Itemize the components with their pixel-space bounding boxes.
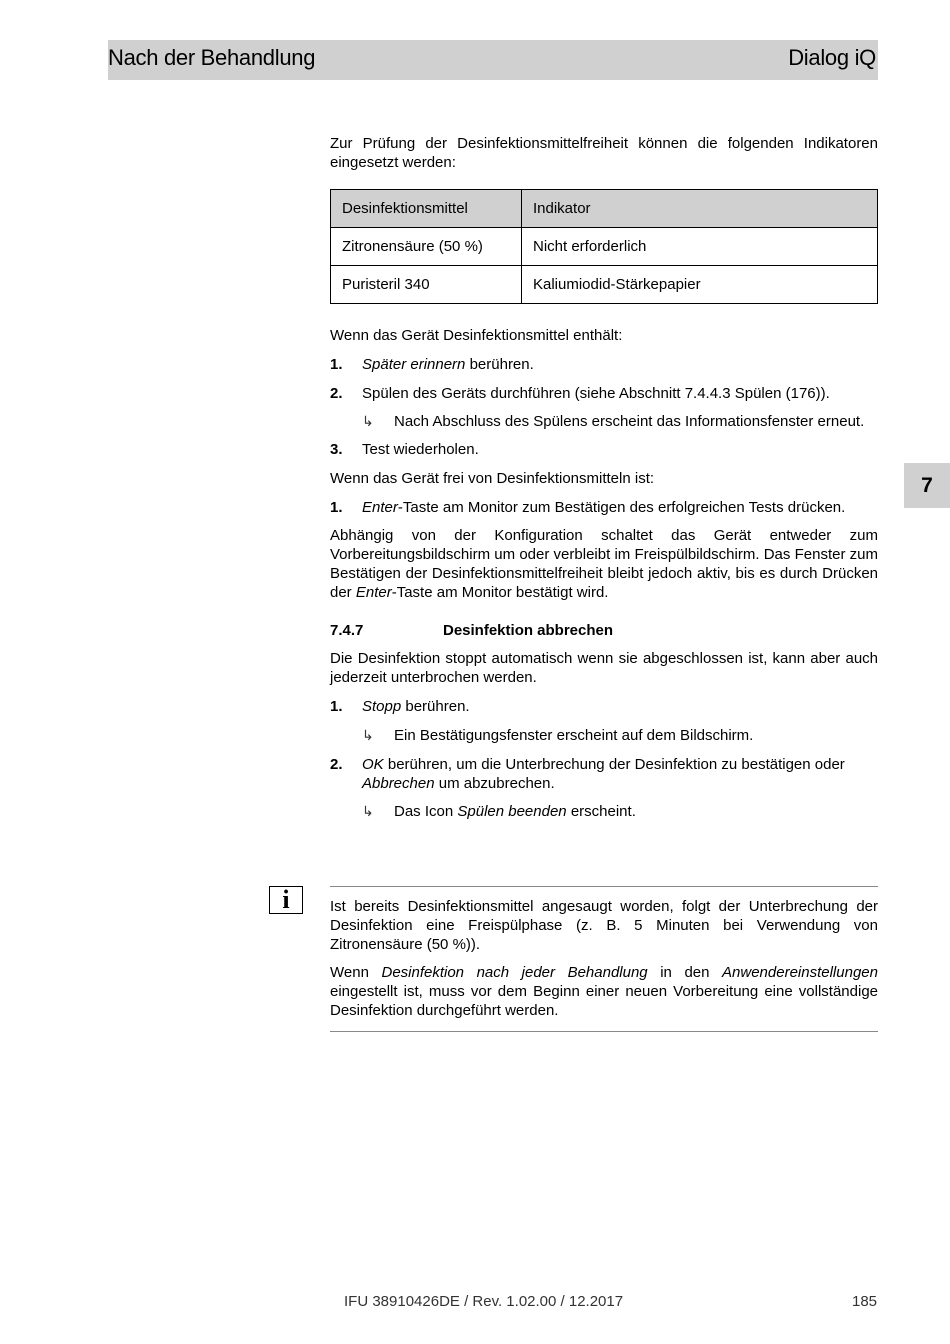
info-paragraph: Ist bereits Desinfektionsmittel angesaugt worden, folgt der Unterbrechung der Desinfektion eine Freispülphase (z. B. 5 Minuten bei Verwendung von Zitronensäure (50 %)). xyxy=(330,898,878,953)
paragraph-text: Wenn xyxy=(330,964,382,981)
list-item xyxy=(330,440,878,459)
ui-term: Anwendereinstellungen xyxy=(722,964,878,981)
document-id: IFU 38910426DE / Rev. 1.02.00 / 12.2017 xyxy=(344,1293,624,1310)
result-arrow-icon: ↳ xyxy=(362,413,374,429)
step-result xyxy=(330,726,878,745)
result-arrow-icon: ↳ xyxy=(362,727,374,743)
step-result xyxy=(330,412,878,431)
section-title: Nach der Behandlung xyxy=(108,45,316,70)
page-number: 185 xyxy=(852,1293,878,1310)
info-paragraph xyxy=(330,963,878,1020)
list-item xyxy=(330,498,878,517)
step-text: um abzubrechen. xyxy=(434,775,555,792)
step-number: 1. xyxy=(330,356,343,373)
contains-heading: Wenn das Gerät Desinfektionsmittel enthält: xyxy=(330,327,623,344)
step-result xyxy=(330,802,878,821)
section-title: Desinfektion abbrechen xyxy=(443,622,614,639)
ui-term: Enter xyxy=(355,584,392,601)
step-number: 1. xyxy=(330,698,343,715)
paragraph-text: eingestellt ist, muss vor dem Beginn einer neuen Vorbereitung eine vollständige Desinfektion durchgeführt werden. xyxy=(330,983,878,1019)
info-note xyxy=(330,886,878,1032)
list-item xyxy=(330,384,878,403)
step-number: 3. xyxy=(330,441,343,458)
list-item xyxy=(330,355,878,374)
ui-term: Abbrechen xyxy=(362,775,435,792)
table-header-row xyxy=(331,190,878,228)
table-header-cell: Desinfektionsmittel xyxy=(331,190,522,228)
step-number: 1. xyxy=(330,499,343,516)
section-paragraph: Die Desinfektion stoppt automatisch wenn sie abgeschlossen ist, kann aber auch jederzeit unterbrochen werden. xyxy=(330,650,878,686)
info-icon: i xyxy=(269,886,303,914)
list-item xyxy=(330,697,878,716)
ui-term: Desinfektion nach jeder Behandlung xyxy=(381,964,648,981)
chapter-tab: 7 xyxy=(904,463,950,508)
table-cell: Puristeril 340 xyxy=(331,266,522,304)
config-paragraph xyxy=(330,526,878,602)
step-text: berühren, um die Unterbrechung der Desinfektion zu bestätigen oder xyxy=(383,756,845,773)
ui-term: Spülen beenden xyxy=(457,803,567,820)
table-row xyxy=(331,266,878,304)
list-item xyxy=(330,755,878,793)
table-header-cell: Indikator xyxy=(522,190,878,228)
section-heading xyxy=(330,621,878,640)
table-cell: Kaliumiodid-Stärkepapier xyxy=(522,266,878,304)
paragraph-text: Abhängig von der Konfiguration schaltet das Gerät entweder zum Vorbereitungsbildschirm um oder verbleibt im Freispülbildschirm. Das Fenster zum Bestätigen der Desinfektionsmittelfreiheit bleibt jedoch aktiv, bis es durch Drücken der xyxy=(330,527,878,601)
result-text: erscheint. xyxy=(566,803,636,820)
indicator-table xyxy=(330,189,878,304)
ui-term: Enter xyxy=(362,499,398,516)
ui-term: Später erinnern xyxy=(362,356,466,373)
intro-text: Zur Prüfung der Desinfektionsmittelfreiheit können die folgenden Indikatoren eingesetzt werden: xyxy=(330,135,878,171)
paragraph-text: -Taste am Monitor bestätigt wird. xyxy=(391,584,609,601)
paragraph-text: in den xyxy=(647,964,723,981)
step-text: berühren. xyxy=(401,698,470,715)
product-name: Dialog iQ xyxy=(788,45,876,70)
ui-term: Stopp xyxy=(362,698,402,715)
step-number: 2. xyxy=(330,756,343,773)
table-cell: Zitronensäure (50 %) xyxy=(331,228,522,266)
main-content xyxy=(330,134,878,821)
page-header xyxy=(108,40,878,80)
result-text: Nach Abschluss des Spülens erscheint das Informationsfenster erneut. xyxy=(394,413,865,430)
table-row xyxy=(331,228,878,266)
result-arrow-icon: ↳ xyxy=(362,803,374,819)
step-text: Spülen des Geräts durchführen (siehe Abschnitt 7.4.4.3 Spülen (176)). xyxy=(362,385,830,402)
result-text: Ein Bestätigungsfenster erscheint auf dem Bildschirm. xyxy=(394,727,754,744)
section-number: 7.4.7 xyxy=(330,622,364,639)
step-text: Test wiederholen. xyxy=(362,441,479,458)
step-number: 2. xyxy=(330,385,343,402)
step-text: berühren. xyxy=(465,356,534,373)
table-cell: Nicht erforderlich xyxy=(522,228,878,266)
free-heading: Wenn das Gerät frei von Desinfektionsmitteln ist: xyxy=(330,470,655,487)
ui-term: OK xyxy=(362,756,384,773)
result-text: Das Icon xyxy=(394,803,458,820)
step-text: -Taste am Monitor zum Bestätigen des erfolgreichen Tests drücken. xyxy=(397,499,846,516)
